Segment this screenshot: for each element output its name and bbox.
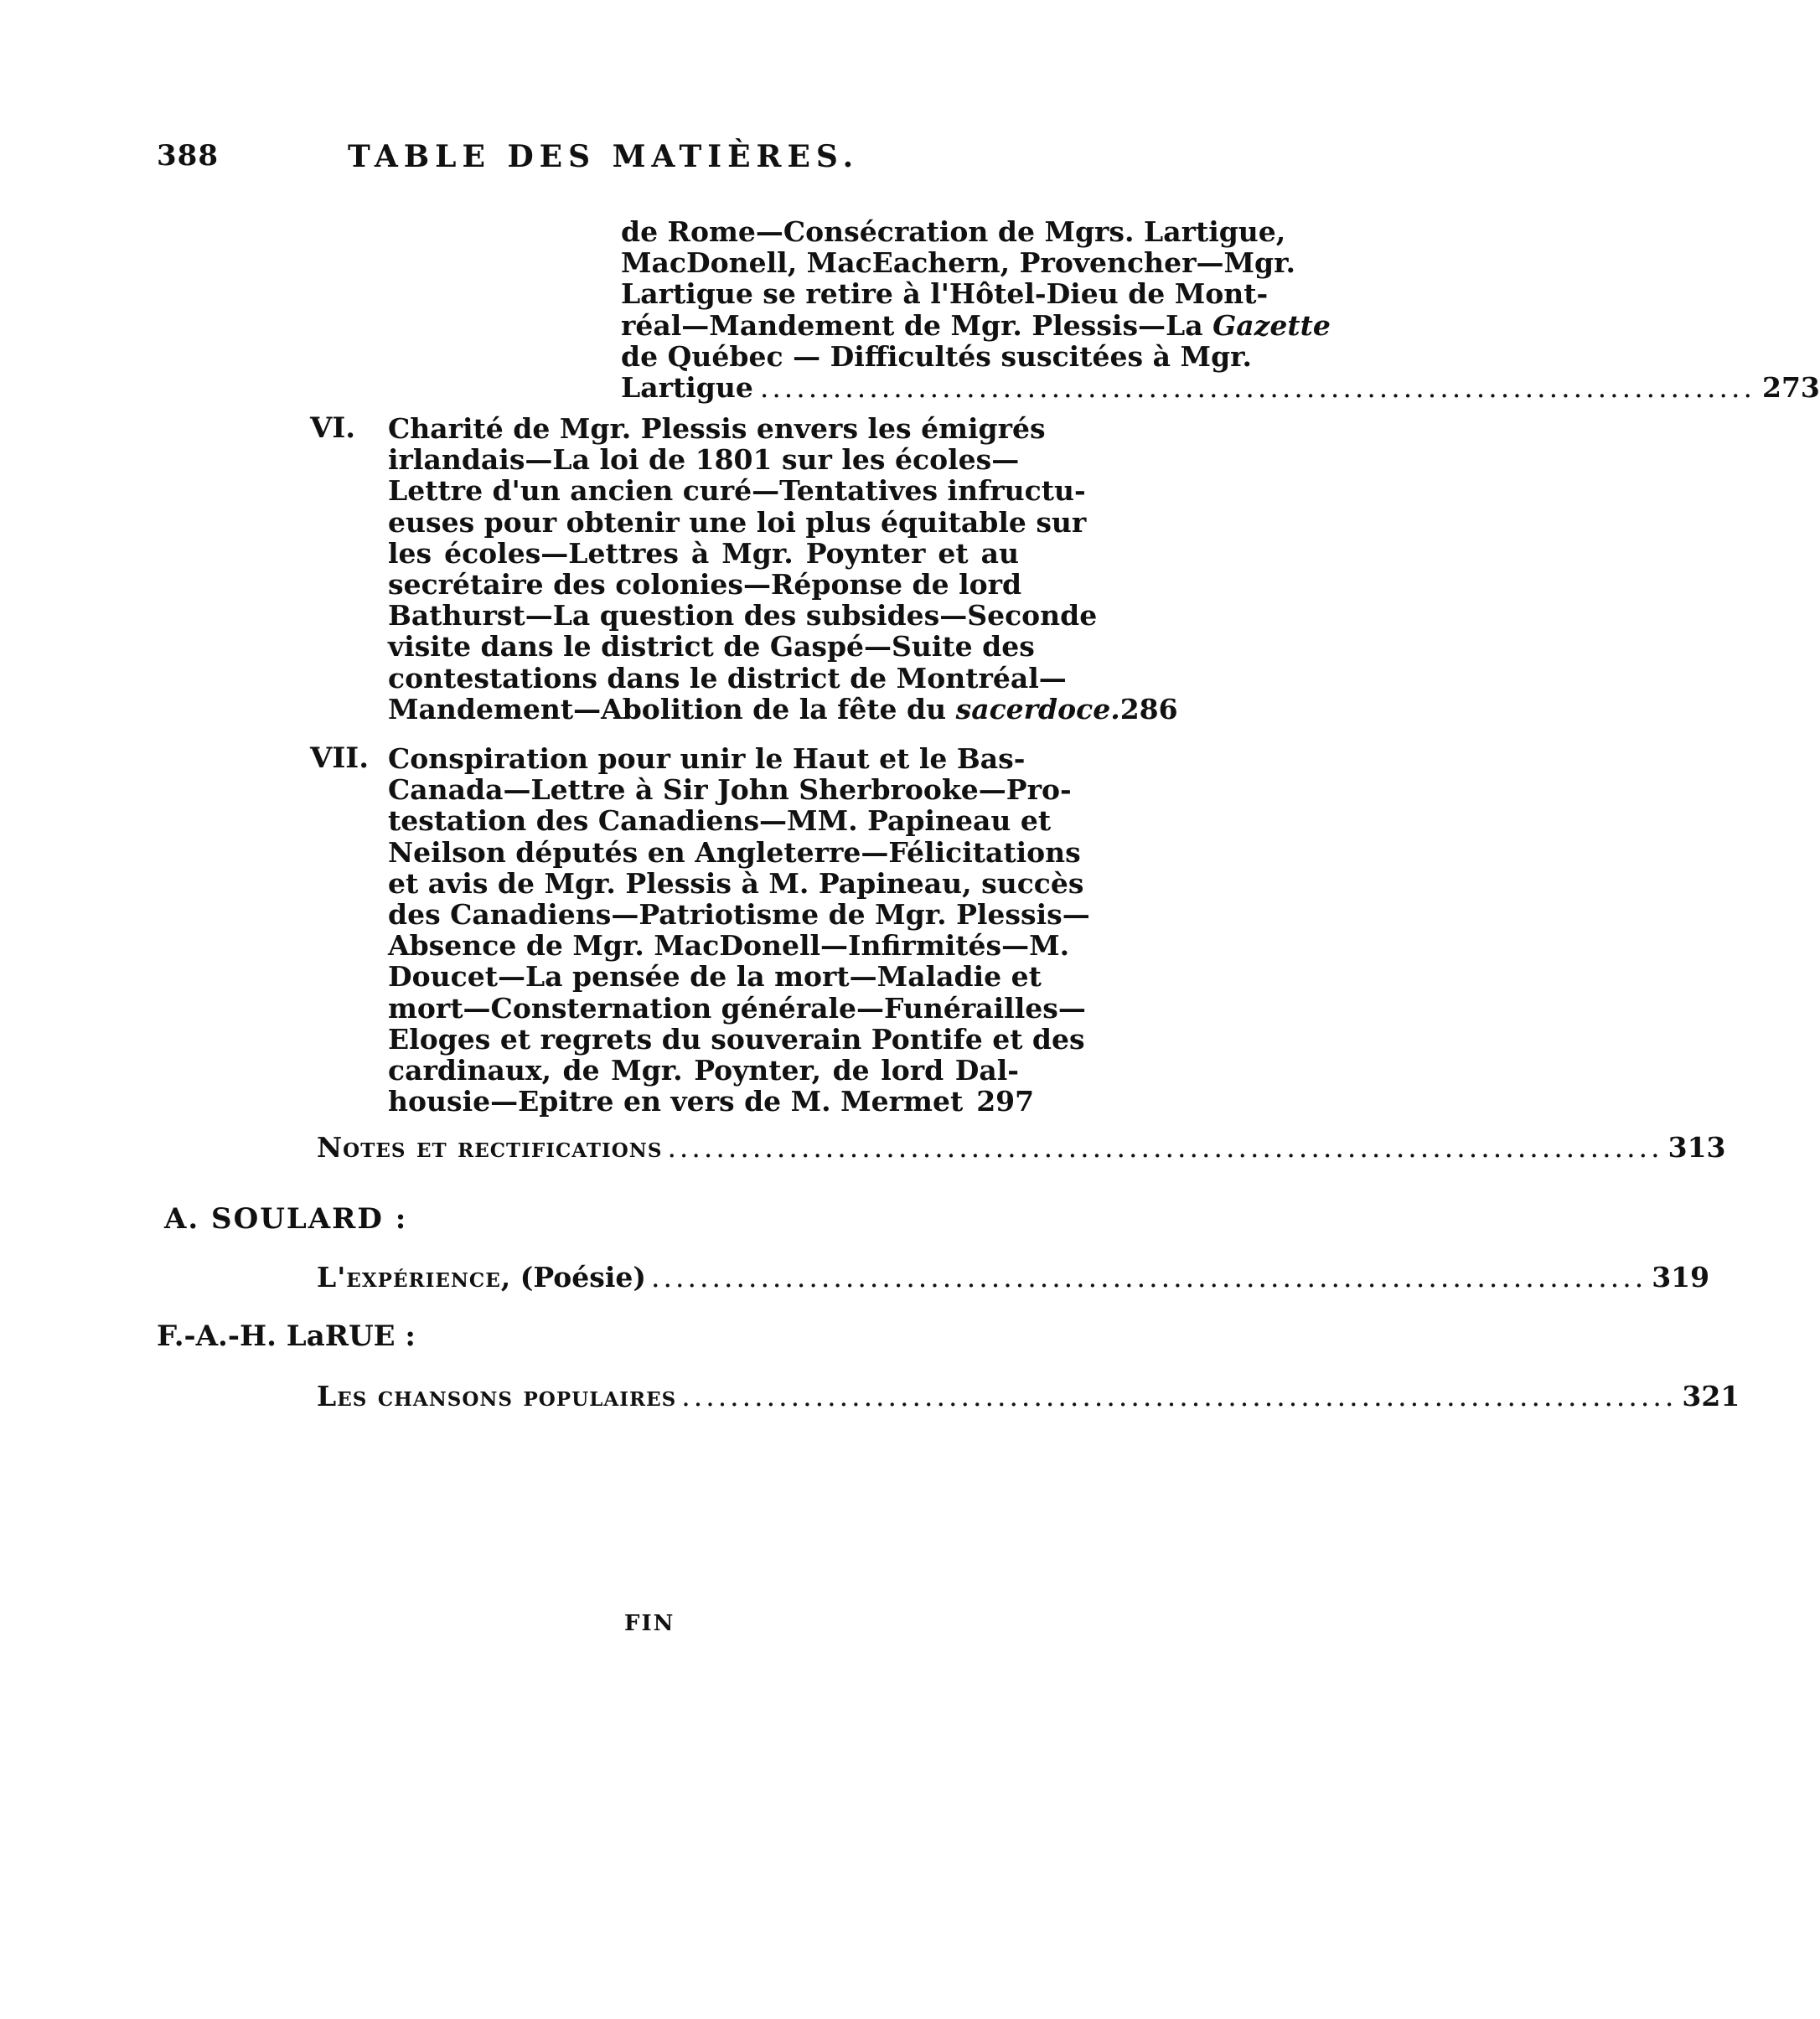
- summary-line: Conspiration pour unir le Haut et le Bas-: [388, 742, 1026, 775]
- chapter-numeral: VI.: [310, 411, 356, 445]
- italic-word: sacerdoce.: [955, 692, 1120, 725]
- page-ref: 297: [976, 1085, 1035, 1118]
- continuation-entry: [459, 215, 1820, 404]
- summary-line: Neilson députés en Angleterre—Félicitations: [388, 835, 1081, 869]
- summary-line: et avis de Mgr. Plessis à M. Papineau, succès: [388, 866, 1084, 900]
- page-header: [157, 139, 1037, 181]
- larue-entry: [317, 1380, 1740, 1412]
- summary-line: irlandais—La loi de 1801 sur les écoles—: [388, 443, 1020, 477]
- dot-leader: ..................................................................................: [667, 1131, 1663, 1164]
- summary-line: Absence de Mgr. MacDonell—Infirmités—M.: [388, 929, 1070, 963]
- page-ref: 321: [1682, 1380, 1740, 1412]
- entry-title: Les chansons populaires: [317, 1380, 677, 1412]
- notes-entry: [317, 1131, 1726, 1164]
- summary-line-with-italic: [621, 308, 1331, 342]
- summary-text: réal—Mandement de Mgr. Plessis—La: [621, 308, 1213, 342]
- summary-line: contestations dans le district de Montréal—: [388, 661, 1067, 695]
- entry-subtitle: , (Poésie): [500, 1261, 647, 1294]
- chapter-vi-entry: [310, 411, 1178, 725]
- summary-line: Eloges et regrets du souverain Pontife et des: [388, 1022, 1085, 1056]
- chapter-vii-entry: [310, 741, 1090, 1118]
- soulard-entry: [317, 1261, 1710, 1294]
- summary-line: les écoles—Lettres à Mgr. Poynter et au: [388, 536, 1019, 570]
- summary-line: Doucet—La pensée de la mort—Maladie et: [388, 960, 1042, 994]
- page-ref: 319: [1652, 1261, 1710, 1294]
- summary-last-text: Mandement—Abolition de la fête du: [388, 692, 956, 725]
- summary-line: Lartigue se retire à l'Hôtel-Dieu de Mont-: [621, 277, 1269, 311]
- page-ref: 286: [1119, 692, 1178, 725]
- leader-line: [388, 1085, 1035, 1118]
- summary-last-text: housie—Epitre en vers de M. Mermet: [388, 1085, 964, 1118]
- summary-line: des Canadiens—Patriotisme de Mgr. Plessis—: [388, 897, 1090, 931]
- summary-line: visite dans le district de Gaspé—Suite des: [388, 630, 1035, 664]
- entry-title: L'expérience: [317, 1261, 501, 1294]
- end-mark: FIN: [624, 1611, 675, 1636]
- summary-line: Bathurst—La question des subsides—Seconde: [388, 599, 1098, 633]
- summary-line: Charité de Mgr. Plessis envers les émigrés: [388, 412, 1046, 445]
- summary-line: secrétaire des colonies—Réponse de lord: [388, 567, 1022, 601]
- dot-leader: ..................................................................................: [681, 1380, 1678, 1412]
- summary-line: euses pour obtenir une loi plus équitable sur: [388, 505, 1087, 539]
- author-heading: A. SOULARD :: [164, 1202, 408, 1236]
- summary-line: testation des Canadiens—MM. Papineau et: [388, 804, 1052, 838]
- dot-leader: ..................................................................................: [651, 1261, 1647, 1294]
- running-title: TABLE DES MATIÈRES.: [348, 139, 860, 174]
- page-number: 388: [157, 139, 219, 173]
- page-ref: 313: [1667, 1131, 1726, 1164]
- author-heading: F.-A.-H. LaRUE :: [157, 1319, 416, 1353]
- summary-line: mort—Consternation générale—Funérailles—: [388, 991, 1086, 1025]
- page-ref: 273: [1762, 370, 1820, 404]
- summary-line: MacDonell, MacEachern, Provencher—Mgr.: [621, 246, 1295, 280]
- chapter-numeral: VII.: [310, 741, 370, 775]
- summary-line: Canada—Lettre à Sir John Sherbrooke—Pro-: [388, 773, 1072, 807]
- dot-leader: ..................................................................................: [759, 370, 1755, 404]
- entry-title: Notes et rectifications: [317, 1131, 663, 1164]
- summary-line: cardinaux, de Mgr. Poynter, de lord Dal-: [388, 1053, 1019, 1087]
- summary-line: de Québec — Difficultés suscitées à Mgr.: [621, 339, 1252, 373]
- summary-last-text: Lartigue: [621, 370, 753, 404]
- summary-line: Lettre d'un ancien curé—Tentatives infructu-: [388, 474, 1086, 508]
- leader-line: [388, 692, 1178, 725]
- leader-line: [621, 370, 1820, 404]
- italic-title: Gazette: [1212, 308, 1331, 342]
- summary-line: de Rome—Consécration de Mgrs. Lartigue,: [621, 215, 1286, 248]
